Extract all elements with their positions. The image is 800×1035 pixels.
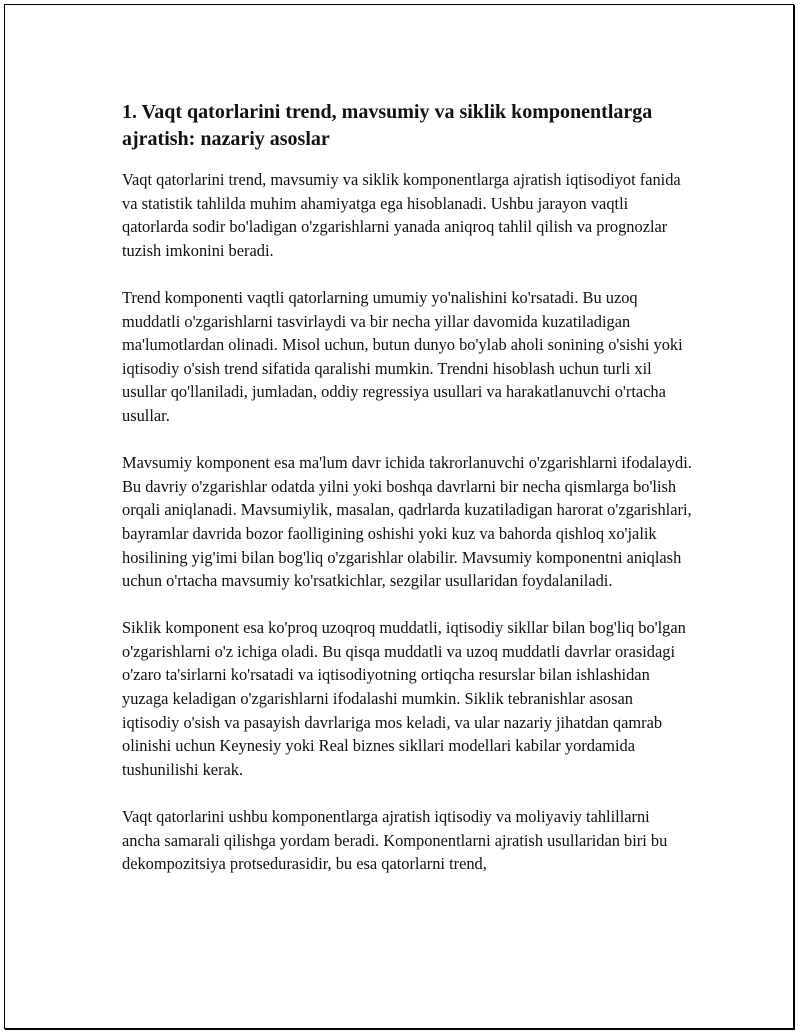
document-body [122,99,692,899]
document-page [4,4,794,1029]
paragraph-trend: Trend komponenti vaqtli qatorlarning umumiy yo'nalishini ko'rsatadi. Bu uzoq muddatli o'zgarishlarni tasvirlaydi va bir necha yillar davomida kuzatiladigan ma'lumotlardan olinadi. Misol uchun, butun dunyo bo'ylab aholi sonining o'sishi yoki iqtisodiy o'sish trend sifatida qaralishi mumkin. Trendni hisoblash uchun turli xil usullar qo'llaniladi, jumladan, oddiy regressiya usullari va harakatlanuvchi o'rtacha usullar. [122,287,683,425]
paragraph-seasonal: Mavsumiy komponent esa ma'lum davr ichida takrorlanuvchi o'zgarishlarni ifodalaydi. Bu davriy o'zgarishlar odatda yilni yoki boshqa davrlarni bir necha qismlarga bo'lish orqali aniqlanadi. Mavsumiylik, masalan, qadrlarda kuzatiladigan harorat o'zgarishlari, bayramlar davrida bozor faolligining oshishi yoki kuz va bahorda qishloq xo'jalik hosilining yig'imi bilan bog'liq o'zgarishlar olabilir. Mavsumiy komponentni aniqlash uchun o'rtacha mavsumiy ko'rsatkichlar, sezgilar usullaridan foydalaniladi. [122,453,692,591]
section-heading: 1. Vaqt qatorlarini trend, mavsumiy va siklik komponentlarga ajratish: nazariy asoslar [122,101,653,150]
paragraph-cyclical: Siklik komponent esa ko'proq uzoqroq muddatli, iqtisodiy sikllar bilan bog'liq bo'lgan o'zgarishlarni o'z ichiga oladi. Bu qisqa muddatli va uzoq muddatli davrlar orasidagi o'zaro ta'sirlarni ko'rsatadi va iqtisodiyotning ortiqcha resurslar bilan ishlashidan yuzaga keladigan o'zgarishlarni ifodalashi mumkin. Siklik tebranishlar asosan iqtisodiy o'sish va pasayish davrlariga mos keladi, va ular nazariy jihatdan qamrab olinishi uchun Keynesiy yoki Real biznes sikllari modellari kabilar yordamida tushunilishi kerak. [122,618,686,779]
paragraph-intro: Vaqt qatorlarini trend, mavsumiy va siklik komponentlarga ajratish iqtisodiyot fanida va statistik tahlilda muhim ahamiyatga ega hisoblanadi. Ushbu jarayon vaqtli qatorlarda sodir bo'ladigan o'zgarishlarni yanada aniqroq tahlil qilish va prognozlar tuzish imkonini beradi. [122,170,681,260]
paragraph-decomposition: Vaqt qatorlarini ushbu komponentlarga ajratish iqtisodiy va moliyaviy tahlillarni ancha samarali qilishga yordam beradi. Komponentlarni ajratish usullaridan biri bu dekompozitsiya protsedurasidir, bu esa qatorlarni trend, [122,807,668,874]
